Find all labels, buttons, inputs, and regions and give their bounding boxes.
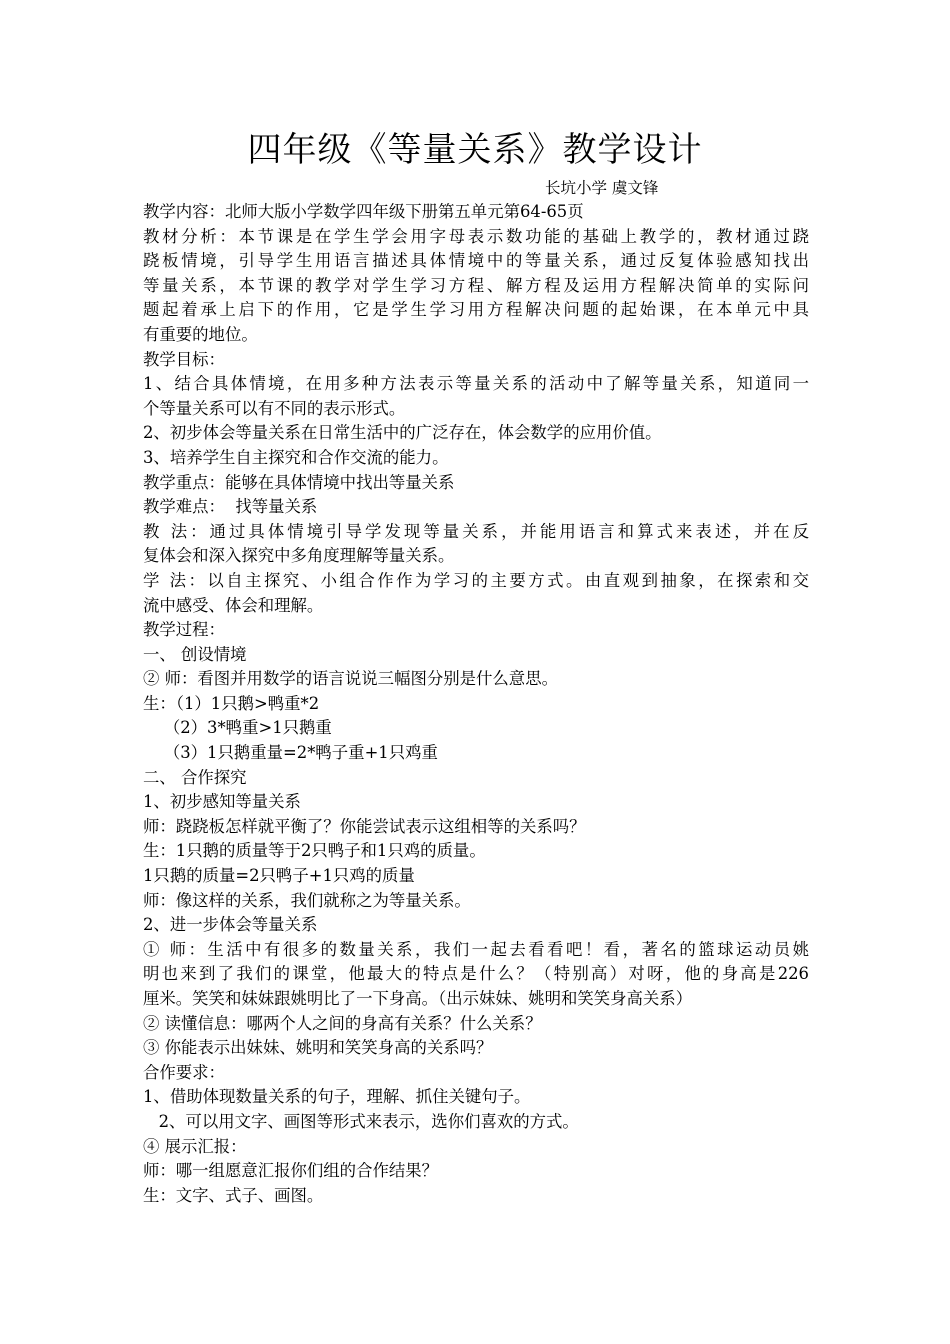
text-line: 1、结合具体情境，在用多种方法表示等量关系的活动中了解等量关系，知道同一	[143, 374, 809, 394]
text-line: 跷板情境，引导学生用语言描述具体情境中的等量关系，通过反复体验感知找出	[143, 251, 809, 271]
text-line: 师：跷跷板怎样就平衡了？你能尝试表示这组相等的关系吗？	[143, 816, 586, 836]
text-line: 生：1只鹅的质量等于2只鸭子和1只鸡的质量。	[143, 841, 486, 861]
text-line: ④ 展示汇报：	[143, 1136, 247, 1156]
text-line: 师：哪一组愿意汇报你们组的合作结果？	[143, 1161, 439, 1181]
text-line: 教学重点：能够在具体情境中找出等量关系	[143, 472, 455, 492]
text-line: 个等量关系可以有不同的表示形式。	[143, 398, 406, 418]
text-line: 1只鹅的质量=2只鸭子+1只鸡的质量	[143, 866, 415, 886]
text-line: 教学难点： 找等量关系	[143, 497, 318, 517]
text-line: 厘米。笑笑和妹妹跟姚明比了一下身高。（出示妹妹、姚明和笑笑身高关系）	[143, 989, 693, 1008]
text-line: 有重要的地位。	[143, 324, 258, 344]
text-line: 二、 合作探究	[143, 767, 247, 787]
text-line: 明也来到了我们的课堂，他最大的特点是什么？（特别高）对呀，他的身高是226	[143, 964, 809, 984]
text-line: 题起着承上启下的作用，它是学生学习用方程解决问题的起始课，在本单元中具	[143, 300, 809, 320]
text-line: ③ 你能表示出妹妹、姚明和笑笑身高的关系吗？	[143, 1038, 493, 1058]
text-line: ② 读懂信息：哪两个人之间的身高有关系？什么关系？	[143, 1013, 542, 1033]
document-body	[143, 200, 809, 1208]
text-line: 教材分析：本节课是在学生学会用字母表示数功能的基础上教学的，教材通过跷	[143, 226, 809, 246]
text-line: 教学目标：	[143, 349, 225, 369]
text-line: ① 师：生活中有很多的数量关系，我们一起去看看吧！看，著名的篮球运动员姚	[143, 939, 809, 959]
text-line: 学 法：以自主探究、小组合作作为学习的主要方式。由直观到抽象，在探索和交	[143, 570, 809, 590]
text-line: 2、可以用文字、画图等形式来表示，选你们喜欢的方式。	[143, 1111, 579, 1131]
text-line: 3、培养学生自主探究和合作交流的能力。	[143, 447, 449, 467]
text-line: 等量关系，本节课的教学对学生学习方程、解方程及运用方程解决简单的实际问	[143, 275, 809, 295]
text-line: 流中感受、体会和理解。	[143, 595, 324, 615]
text-line: 师：像这样的关系，我们就称之为等量关系。	[143, 890, 471, 910]
document-title: 四年级《等量关系》教学设计	[247, 130, 703, 170]
text-line: 1、借助体现数量关系的句子，理解、抓住关键句子。	[143, 1087, 531, 1107]
text-line: 生：（1）1只鹅>鸭重*2	[143, 693, 320, 713]
text-line: 2、进一步体会等量关系	[143, 915, 318, 935]
document-author: 长坑小学 虞文锋	[545, 179, 659, 197]
text-line: 生：文字、式子、画图。	[143, 1185, 324, 1205]
text-line: 一、 创设情境	[143, 644, 247, 664]
text-line: 教 法：通过具体情境引导学发现等量关系，并能用语言和算式来表述，并在反	[143, 521, 809, 541]
text-line: （2）3*鸭重>1只鹅重	[143, 718, 332, 738]
text-line: 合作要求：	[143, 1062, 225, 1082]
text-line: 教学内容：北师大版小学数学四年级下册第五单元第64-65页	[143, 202, 584, 221]
text-line: ② 师：看图并用数学的语言说说三幅图分别是什么意思。	[143, 669, 558, 689]
text-line: 教学过程：	[143, 620, 225, 640]
text-line: 2、初步体会等量关系在日常生活中的广泛存在，体会数学的应用价值。	[143, 423, 662, 443]
text-line: （3）1只鹅重量=2*鸭子重+1只鸡重	[143, 743, 438, 763]
text-line: 复体会和深入探究中多角度理解等量关系。	[143, 546, 455, 566]
text-line: 1、初步感知等量关系	[143, 792, 301, 812]
